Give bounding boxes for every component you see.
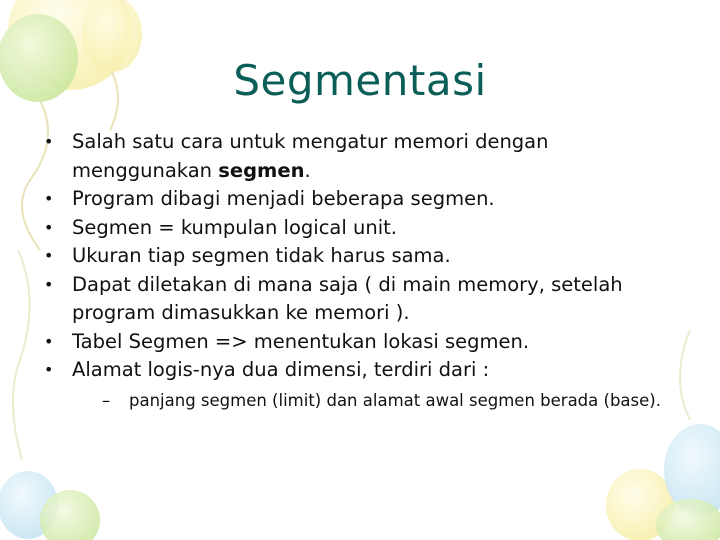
bullet-text: Salah satu cara untuk mengatur memori dengan menggunakan <box>72 130 549 182</box>
bullet-item <box>44 214 684 243</box>
bullet-item <box>44 356 684 411</box>
bullet-item <box>44 242 684 271</box>
bullet-text: Tabel Segmen => menentukan lokasi segmen. <box>72 329 530 353</box>
bullet-item <box>44 128 684 185</box>
sub-bullet-item <box>102 391 684 411</box>
bullet-item <box>44 328 684 357</box>
bullet-bold-term: segmen <box>218 158 305 182</box>
bullet-item <box>44 185 684 214</box>
bullet-text: Dapat diletakan di mana saja ( di main memory, setelah program dimasukkan ke memori ). <box>72 272 623 324</box>
bullet-item <box>44 271 684 328</box>
bullet-text: Segmen = kumpulan logical unit. <box>72 215 397 239</box>
sub-bullet-list <box>72 391 684 411</box>
bullet-list <box>44 128 684 411</box>
bullet-text: Ukuran tiap segmen tidak harus sama. <box>72 244 451 267</box>
slide-title: Segmentasi <box>233 56 487 105</box>
bullet-text: . <box>304 158 311 182</box>
bullet-text: Alamat logis-nya dua dimensi, terdiri dari : <box>72 358 490 381</box>
bullet-text: Program dibagi menjadi beberapa segmen. <box>72 187 495 210</box>
sub-bullet-text: panjang segmen (limit) dan alamat awal segmen berada (base). <box>129 390 661 410</box>
